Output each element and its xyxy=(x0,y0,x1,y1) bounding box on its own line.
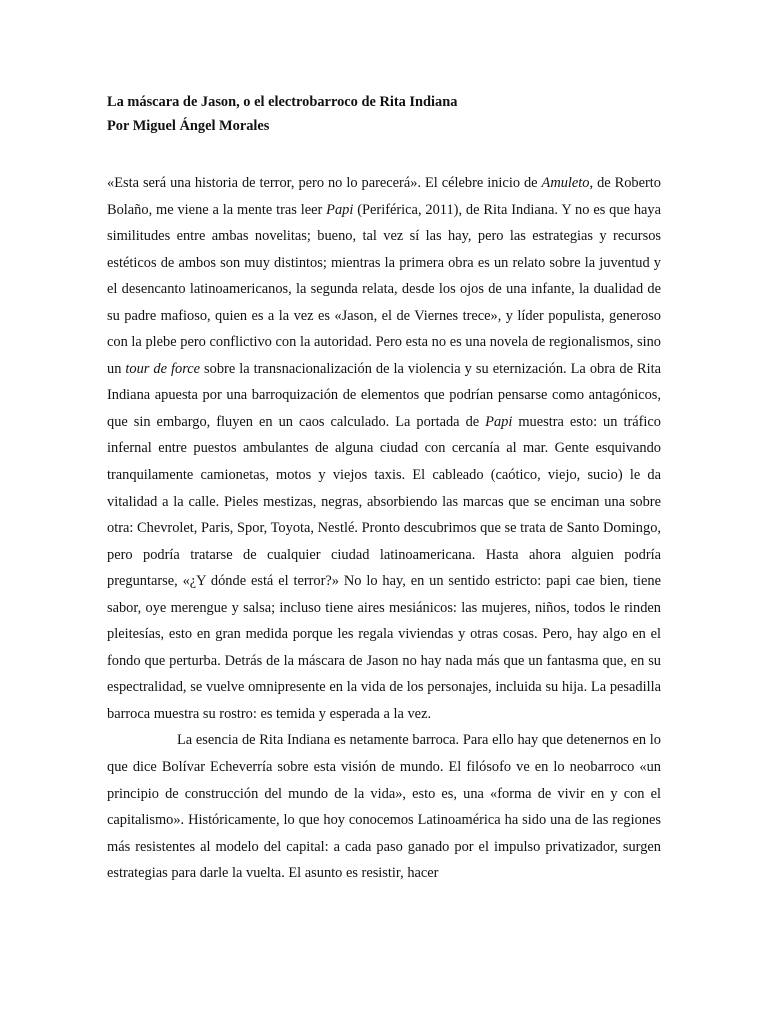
paragraph-1-text-a: «Esta será una historia de terror, pero no lo parecerá». El célebre inicio de xyxy=(107,175,542,191)
italic-amuleto: Amuleto xyxy=(541,175,590,191)
document-title: La máscara de Jason, o el electrobarroco de Rita Indiana xyxy=(107,94,458,110)
paragraph-1-text-c: (Periférica, 2011), de Rita Indiana. Y no es que haya similitudes entre ambas novelitas; bueno, tal vez sí las hay, pero las estrategias y recursos estéticos de ambos son muy distintos; mientras la primera obra es un relato sobre la juventud y el desencanto latinoamericanos, la segunda relata, desde los ojos de una infante, la dualidad de su padre mafioso, quien es a la vez es «Jason, el de Viernes trece», y líder populista, generoso con la plebe pero conflictivo con la autoridad. Pero esta no es una novela de regionalismos, sino un xyxy=(107,201,661,377)
paragraph-1-text-e: muestra esto: un tráfico infernal entre puestos ambulantes de alguna ciudad con cercanía al mar. Gente esquivando tranquilamente camionetas, motos y viejos taxis. El cableado (caótico, viejo, sucio) le da vitalidad a la calle. Pieles mestizas, negras, absorbiendo las marcas que se enciman una sobre otra: Chevrolet, Paris, Spor, Toyota, Nestlé. Pronto descubrimos que se trata de Santo Domingo, pero podría tratarse de cualquier ciudad latinoamericana. Hasta ahora alguien podría preguntarse, «¿Y dónde está el terror?» No lo hay, en un sentido estricto: papi cae bien, tiene sabor, oye merengue y salsa; incluso tiene aires mesiánicos: las mujeres, niños, todos le rinden pleitesías, esto en gran medida porque les regala viviendas y otras cosas. Pero, hay algo en el fondo que perturba. Detrás de la máscara de Jason no hay nada más que un fantasma que, en su espectralidad, se vuelve omnipresente en la vida de los personajes, incluida su hija. La pesadilla barroca muestra su rostro: es temida y esperada a la vez. xyxy=(107,413,661,722)
paragraph-1-text-b: , de Roberto Bolaño, me viene a la mente tras leer xyxy=(107,175,661,218)
paragraph-2: La esencia de Rita Indiana es netamente barroca. Para ello hay que detenernos en lo que dice Bolívar Echeverría sobre esta visión de mundo. El filósofo ve en lo neobarroco «un principio de construcción del mundo de la vida», esto es, una «forma de vivir en y con el capitalismo». Históricamente, lo que hoy conocemos Latinoamérica ha sido una de las regiones más resistentes al modelo del capital: a cada paso ganado por el impulso privatizador, surgen estrategias para darle la vuelta. El asunto es resistir, hacer xyxy=(107,732,661,882)
paragraph-1 xyxy=(107,170,661,727)
italic-papi-2: Papi xyxy=(485,413,513,430)
document-author: Por Miguel Ángel Morales xyxy=(107,118,270,134)
italic-tour-de-force: tour de force xyxy=(125,360,201,377)
paragraph-1-text-d: sobre la transnacionalización de la violencia y su eternización. La obra de Rita Indiana apuesta por una barroquización de elementos que podrían pensarse como antagónicos, que sin embargo, fluyen en un caos calculado. La portada de xyxy=(107,360,661,430)
document-body xyxy=(107,90,661,887)
italic-papi: Papi xyxy=(326,201,354,218)
